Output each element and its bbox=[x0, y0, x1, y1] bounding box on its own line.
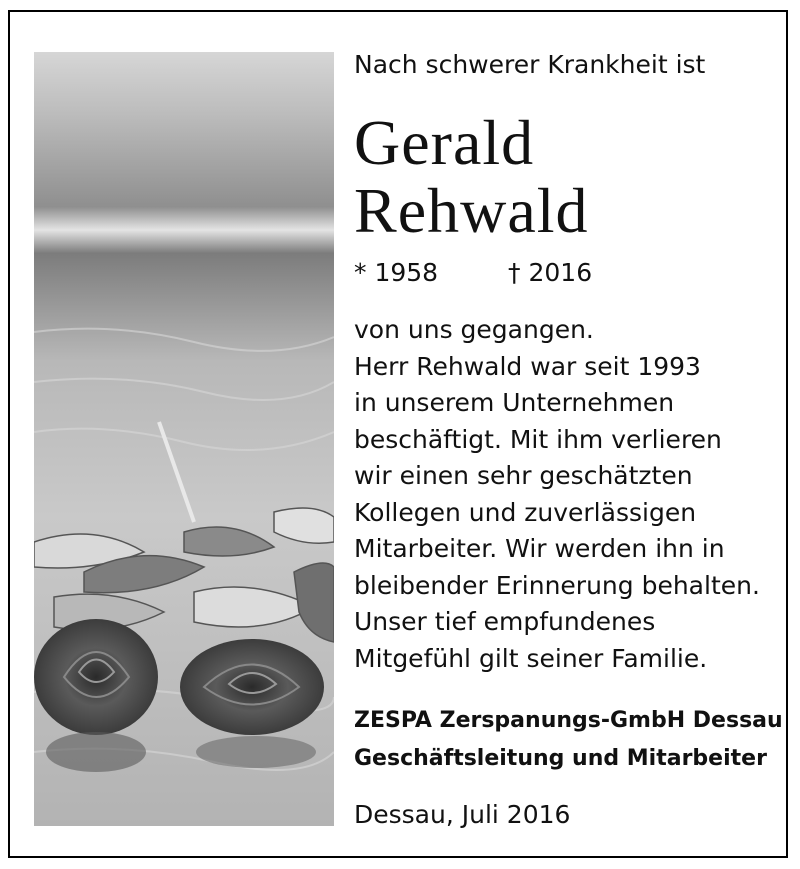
intro-line: Nach schwerer Krankheit ist bbox=[354, 50, 706, 79]
notice-body bbox=[354, 312, 760, 677]
place-date: Dessau, Juli 2016 bbox=[354, 800, 571, 829]
body-line: wir einen sehr geschätzten bbox=[354, 461, 693, 490]
body-line: von uns gegangen. bbox=[354, 315, 594, 344]
signature-block bbox=[354, 702, 783, 778]
body-line: Mitgefühl gilt seiner Familie. bbox=[354, 643, 708, 673]
signatories: Geschäftsleitung und Mitarbeiter bbox=[354, 746, 767, 771]
body-line: Kollegen und zuverlässigen bbox=[354, 497, 697, 527]
birth-year: * 1958 bbox=[354, 258, 439, 287]
company-name: ZESPA Zerspanungs-GmbH Dessau bbox=[354, 708, 783, 733]
body-line: Mitarbeiter. Wir werden ihn in bbox=[354, 534, 725, 563]
deceased-first-name: Gerald bbox=[354, 107, 535, 178]
body-line: beschäftigt. Mit ihm verlieren bbox=[354, 424, 722, 454]
body-line: Herr Rehwald war seit 1993 bbox=[354, 351, 701, 381]
life-dates bbox=[354, 258, 592, 287]
body-line: in unserem Unternehmen bbox=[354, 388, 675, 417]
roses-on-water-photo bbox=[34, 52, 334, 826]
deceased-last-name: Rehwald bbox=[354, 175, 589, 246]
body-line: Unser tief empfundenes bbox=[354, 607, 656, 636]
body-line: bleibender Erinnerung behalten. bbox=[354, 570, 760, 600]
death-year: † 2016 bbox=[508, 258, 593, 287]
